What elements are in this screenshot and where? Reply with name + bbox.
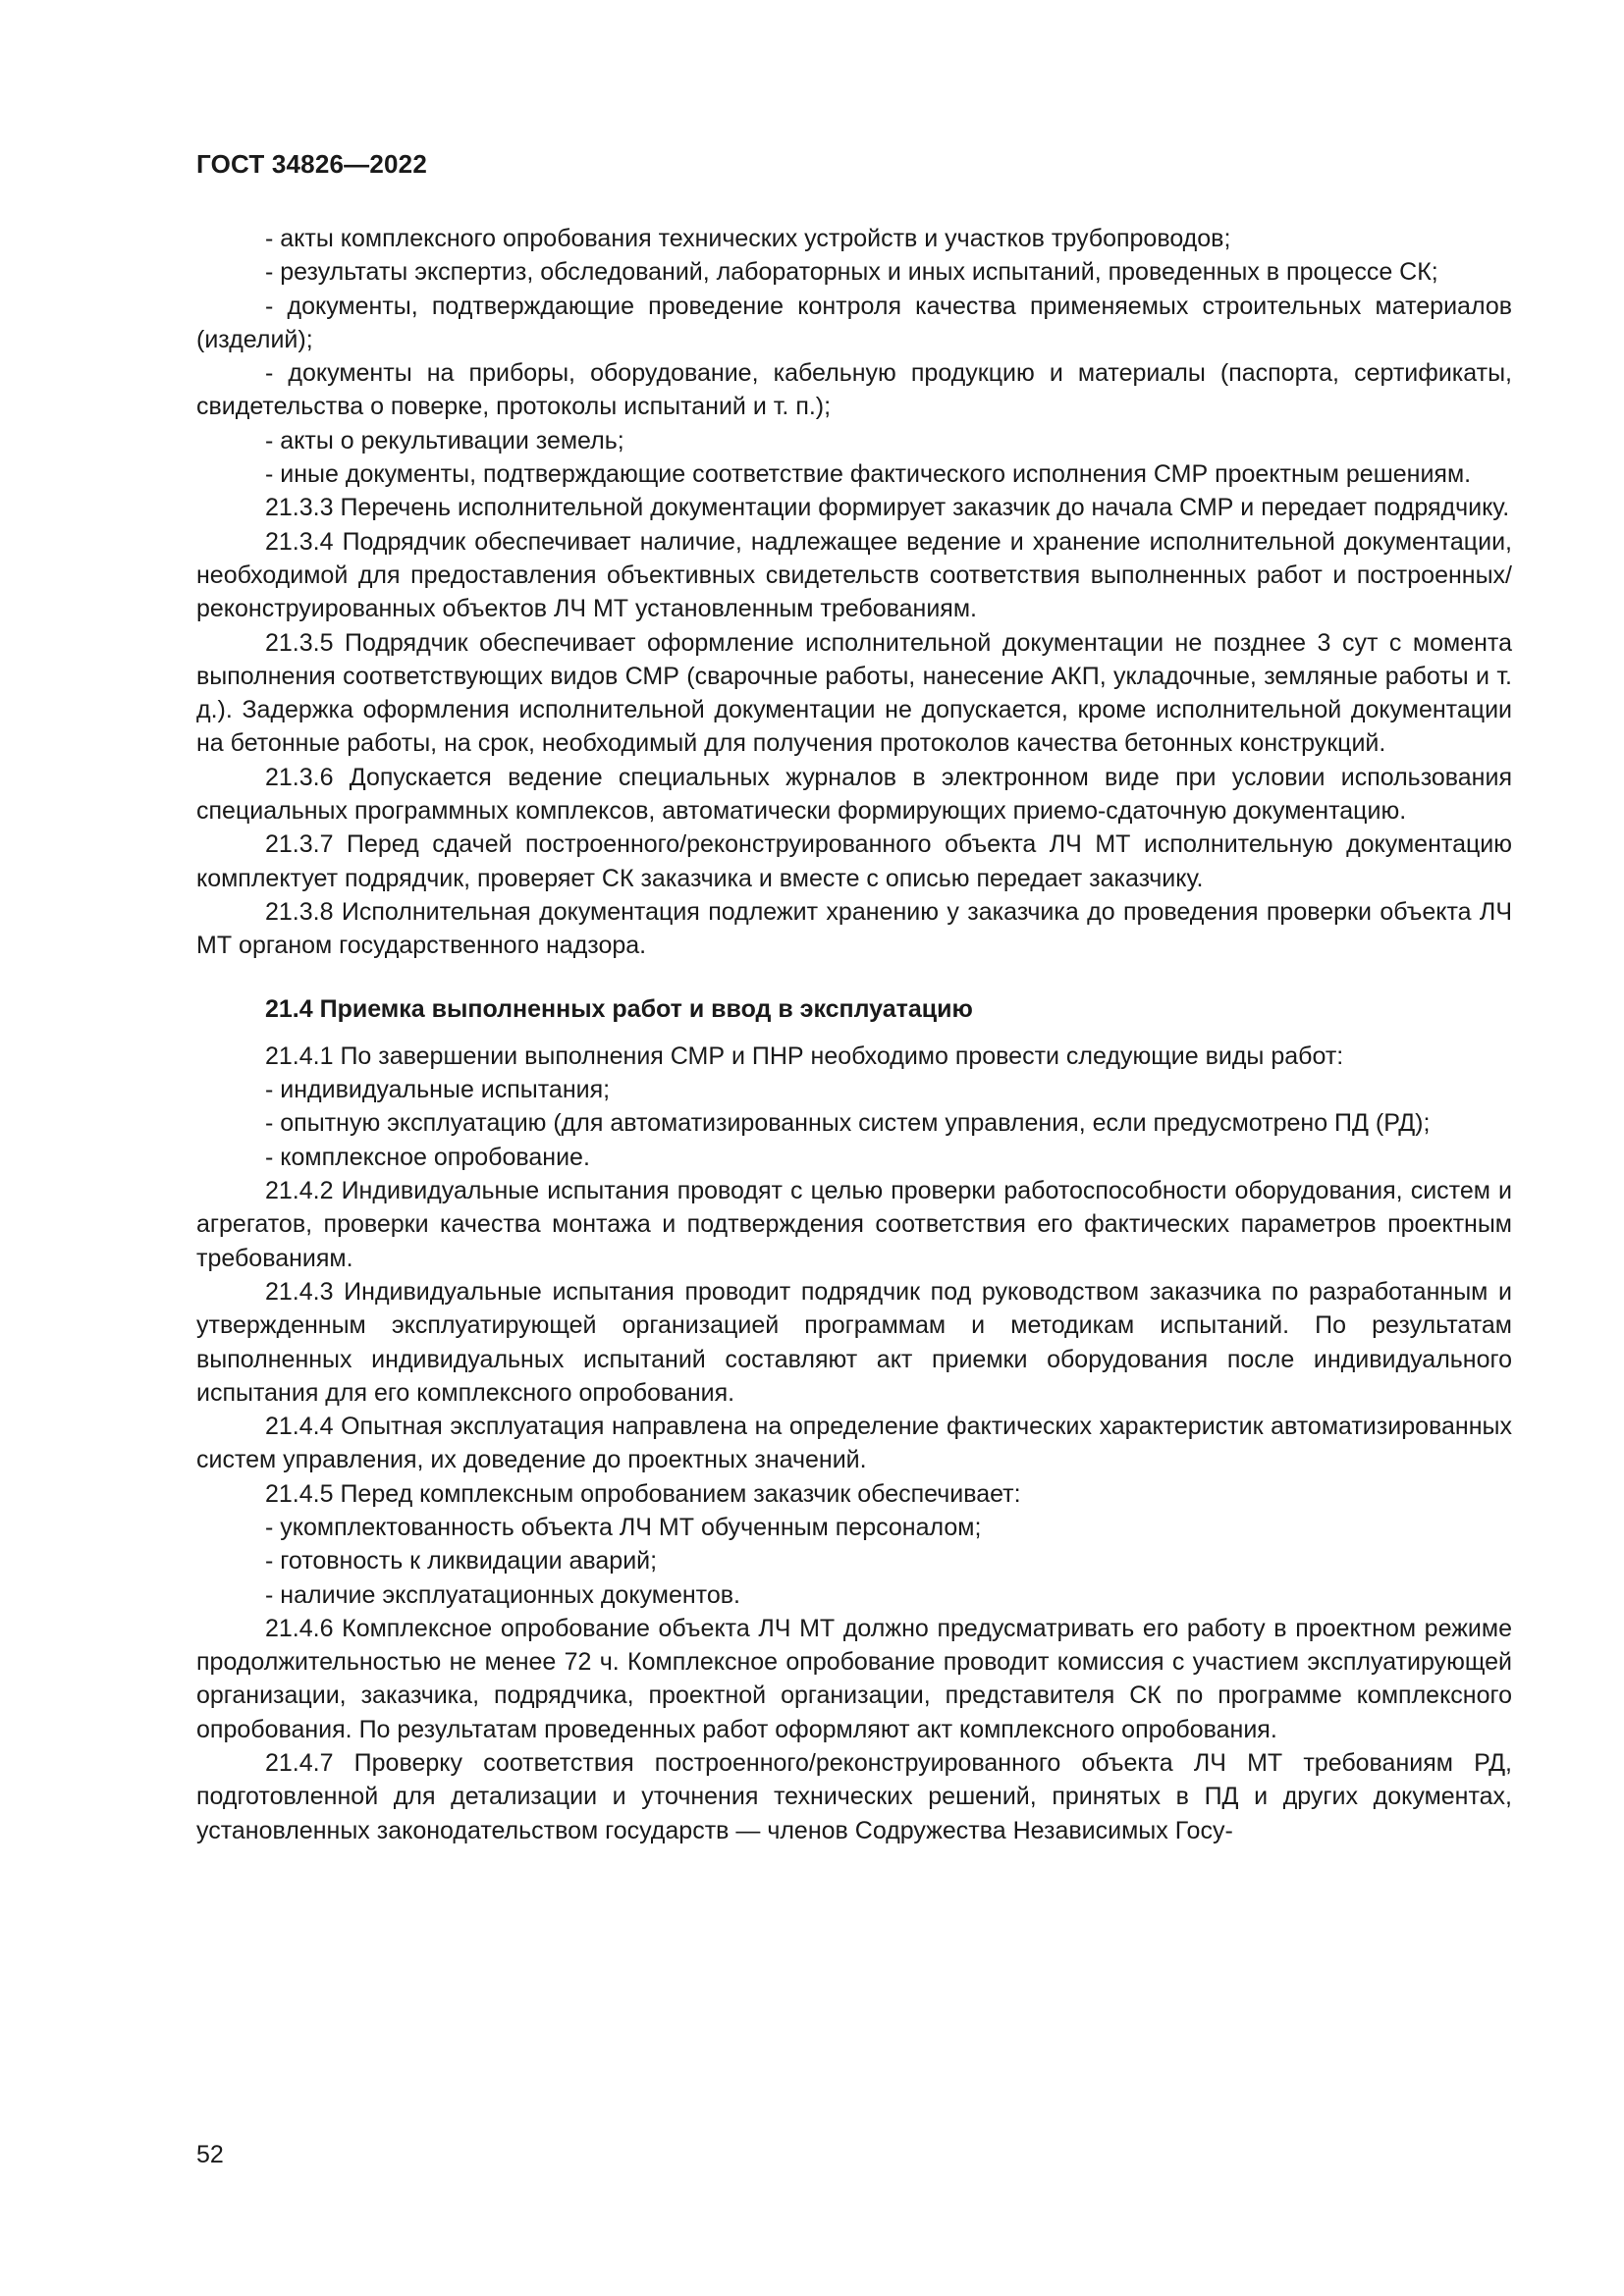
clause-21-4-2: 21.4.2 Индивидуальные испытания проводят с целью проверки работоспособности оборудования, систем и агрегатов, проверки качества монтажа и подтверждения соответствия его фактических параметров проектным требованиям. [196, 1177, 1512, 1272]
clause-21-3-8: 21.3.8 Исполнительная документация подлежит хранению у заказчика до проведения проверки объекта ЛЧ МТ органом государственного надзора. [196, 897, 1512, 960]
list-item: - укомплектованность объекта ЛЧ МТ обученным персоналом; [265, 1513, 982, 1541]
clause-21-3-3: 21.3.3 Перечень исполнительной документации формирует заказчик до начала СМР и передает подрядчику. [265, 494, 1510, 522]
clause-21-3-5: 21.3.5 Подрядчик обеспечивает оформление исполнительной документации не позднее 3 сут с момента выполнения соответствующих видов СМР (сварочные работы, нанесение АКП, укладочные, земляные работы и т. д.). Задержка оформления исполнительной документации не допускается, кроме исполнительной документации на бетонные работы, на срок, необходимый для получения протоколов качества бетонных конструкций. [196, 628, 1512, 758]
document-header: ГОСТ 34826—2022 [196, 149, 427, 179]
clause-21-4-1: 21.4.1 По завершении выполнения СМР и ПНР необходимо провести следующие виды работ: [265, 1041, 1344, 1070]
clause-21-4-4: 21.4.4 Опытная эксплуатация направлена на определение фактических характеристик автоматизированных систем управления, их доведение до проектных значений. [196, 1413, 1512, 1474]
clause-21-4-7: 21.4.7 Проверку соответствия построенного/реконструированного объекта ЛЧ МТ требованиям РД, подготовленной для детализации и уточнения технических решений, принятых в ПД и других документах, установленных законодательством государств — членов Содружества Независимых Госу- [196, 1749, 1512, 1844]
clause-21-3-7: 21.3.7 Перед сдачей построенного/реконструированного объекта ЛЧ МТ исполнительную документацию комплектует подрядчик, проверяет СК заказчика и вместе с описью передает заказчику. [196, 830, 1512, 892]
clause-21-3-6: 21.3.6 Допускается ведение специальных журналов в электронном виде при условии использования специальных программных комплексов, автоматически формирующих приемо-сдаточную документацию. [196, 763, 1512, 826]
clause-21-3-4: 21.3.4 Подрядчик обеспечивает наличие, надлежащее ведение и хранение исполнительной документации, необходимой для предоставления объективных свидетельств соответствия выполненных работ и построенных/реконструированных объектов ЛЧ МТ установленным требованиям. [196, 527, 1512, 623]
list-item: - документы, подтверждающие проведение контроля качества применяемых строительных материалов (изделий); [196, 292, 1512, 353]
clause-21-4-5: 21.4.5 Перед комплексным опробованием заказчик обеспечивает: [265, 1479, 1021, 1508]
clause-21-4-6: 21.4.6 Комплексное опробование объекта ЛЧ МТ должно предусматривать его работу в проектном режиме продолжительностью не менее 72 ч. Комплексное опробование проводит комиссия с участием эксплуатирующей организации, заказчика, подрядчика, проектной организации, представителя СК по программе комплексного опробования. По результатам проведенных работ оформляют акт комплексного опробования. [196, 1614, 1512, 1743]
list-item: - документы на приборы, оборудование, кабельную продукцию и материалы (паспорта, сертификаты, свидетельства о поверке, протоколы испытаний и т. п.); [196, 359, 1512, 421]
list-item: - готовность к ликвидации аварий; [265, 1547, 658, 1575]
clause-21-4-3: 21.4.3 Индивидуальные испытания проводит подрядчик под руководством заказчика по разработанным и утвержденным эксплуатирующей организацией программам и методикам испытаний. По результатам выполненных индивидуальных испытаний составляют акт приемки оборудования после индивидуального испытания для его комплексного опробования. [196, 1277, 1512, 1407]
page-number: 52 [196, 2141, 224, 2168]
list-item: - индивидуальные испытания; [265, 1076, 611, 1104]
list-item: - акты о рекультивации земель; [265, 426, 624, 454]
list-item: - акты комплексного опробования технических устройств и участков трубопроводов; [265, 225, 1231, 252]
document-body [196, 222, 1512, 1847]
list-item: - комплексное опробование. [265, 1143, 590, 1171]
list-item: - иные документы, подтверждающие соответствие фактического исполнения СМР проектным решениям. [265, 460, 1472, 489]
list-item: - опытную эксплуатацию (для автоматизированных систем управления, если предусмотрено ПД (РД); [265, 1109, 1431, 1138]
list-item: - результаты экспертиз, обследований, лабораторных и иных испытаний, проведенных в процессе СК; [265, 258, 1438, 287]
section-heading-21-4: 21.4 Приемка выполненных работ и ввод в эксплуатацию [265, 994, 973, 1023]
list-item: - наличие эксплуатационных документов. [265, 1580, 740, 1609]
